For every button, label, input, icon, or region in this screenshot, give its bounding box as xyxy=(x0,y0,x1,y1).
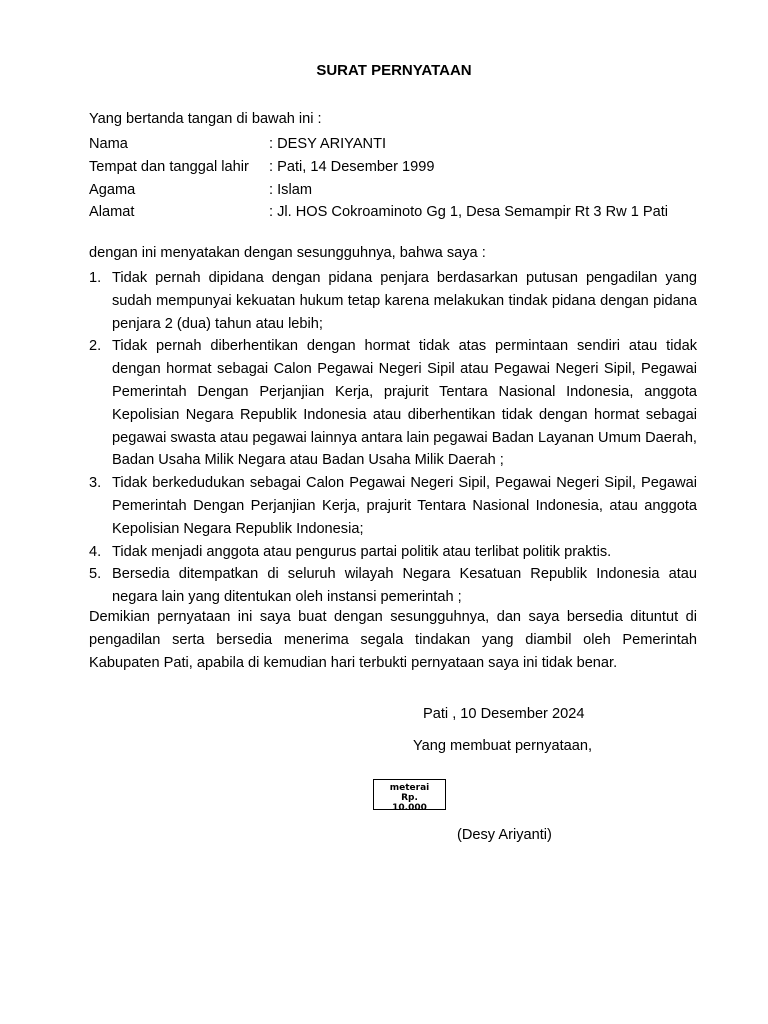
statement-text: Tidak berkedudukan sebagai Calon Pegawai Negeri Sipil, Pegawai Negeri Sipil, Pegawai Pemerintah Dengan Perjanjian Kerja, prajurit Tentara Nasional Indonesia, atau anggota Kepolisian Negara Republik Indonesia; xyxy=(112,475,697,537)
statement-number: 1. xyxy=(89,270,102,286)
statement-item xyxy=(89,541,697,564)
statement-text: Tidak menjadi anggota atau pengurus partai politik atau terlibat politik praktis. xyxy=(112,543,612,560)
statement-list xyxy=(89,267,697,609)
identity-label: Alamat xyxy=(89,204,135,221)
document-title: SURAT PERNYATAAN xyxy=(316,62,472,79)
statement-text: Tidak pernah dipidana dengan pidana penjara berdasarkan putusan pengadilan yang sudah mempunyai kekuatan hukum tetap karena melakukan tindak pidana dengan pidana penjara 2 (dua) tahun atau lebih; xyxy=(112,270,697,332)
meterai-currency: Rp. xyxy=(401,793,418,803)
identity-block xyxy=(89,133,709,224)
closing-paragraph: Demikian pernyataan ini saya buat dengan sesungguhnya, dan saya bersedia dituntut di pengadilan serta bersedia menerima segala tindakan yang diambil oleh Pemerintah Kabupaten Pati, apabila di kemudian hari terbukti pernyataan saya ini tidak benar. xyxy=(89,609,697,671)
identity-label: Tempat dan tanggal lahir xyxy=(89,158,249,175)
place-date: Pati , 10 Desember 2024 xyxy=(423,706,585,722)
identity-row-address xyxy=(89,201,709,224)
maker-label: Yang membuat pernyataan, xyxy=(413,738,593,754)
meterai-label: meterai xyxy=(389,783,430,793)
statement-item xyxy=(89,267,697,335)
statement-text: Tidak pernah diberhentikan dengan hormat tidak atas permintaan sendiri atau tidak dengan hormat sebagai Calon Pegawai Negeri Sipil atau Pegawai Negeri Sipil, Pegawai Pemerintah Dengan Perjanjian Kerja, prajurit Tentara Nasional Indonesia, anggota Kepolisian Negara Republik Indonesia atau diberhentikan tidak dengan hormat sebagai pegawai swasta atau pegawai lainnya antara lain pegawai Badan Layanan Umum Daerah, Badan Usaha Milik Negara atau Badan Usaha Milik Daerah ; xyxy=(112,338,697,469)
statement-number: 4. xyxy=(89,543,102,560)
statement-item xyxy=(89,563,697,609)
identity-value: : DESY ARIYANTI xyxy=(269,136,387,152)
statement-number: 5. xyxy=(89,566,102,583)
statement-text: Bersedia ditempatkan di seluruh wilayah Negara Kesatuan Republik Indonesia atau negara lain yang ditentukan oleh instansi pemerintah ; xyxy=(112,566,697,606)
identity-row-religion xyxy=(89,179,709,202)
declaration-intro: dengan ini menyatakan dengan sesungguhnya, bahwa saya : xyxy=(89,245,486,261)
identity-value: : Pati, 14 Desember 1999 xyxy=(269,158,435,175)
statement-number: 2. xyxy=(89,338,102,355)
meterai-amount: 10.000 xyxy=(392,803,427,810)
identity-value: : Islam xyxy=(269,181,312,198)
statement-item xyxy=(89,472,697,540)
identity-row-name xyxy=(89,133,709,156)
signer-name: (Desy Ariyanti) xyxy=(457,827,552,843)
identity-label: Agama xyxy=(89,181,136,198)
statement-number: 3. xyxy=(89,475,102,492)
identity-row-birth xyxy=(89,156,709,179)
identity-value: : Jl. HOS Cokroaminoto Gg 1, Desa Semampir Rt 3 Rw 1 Pati xyxy=(269,204,669,221)
intro-text: Yang bertanda tangan di bawah ini : xyxy=(89,111,322,127)
meterai-stamp xyxy=(373,779,446,810)
statement-item xyxy=(89,335,697,472)
identity-label: Nama xyxy=(89,136,128,152)
